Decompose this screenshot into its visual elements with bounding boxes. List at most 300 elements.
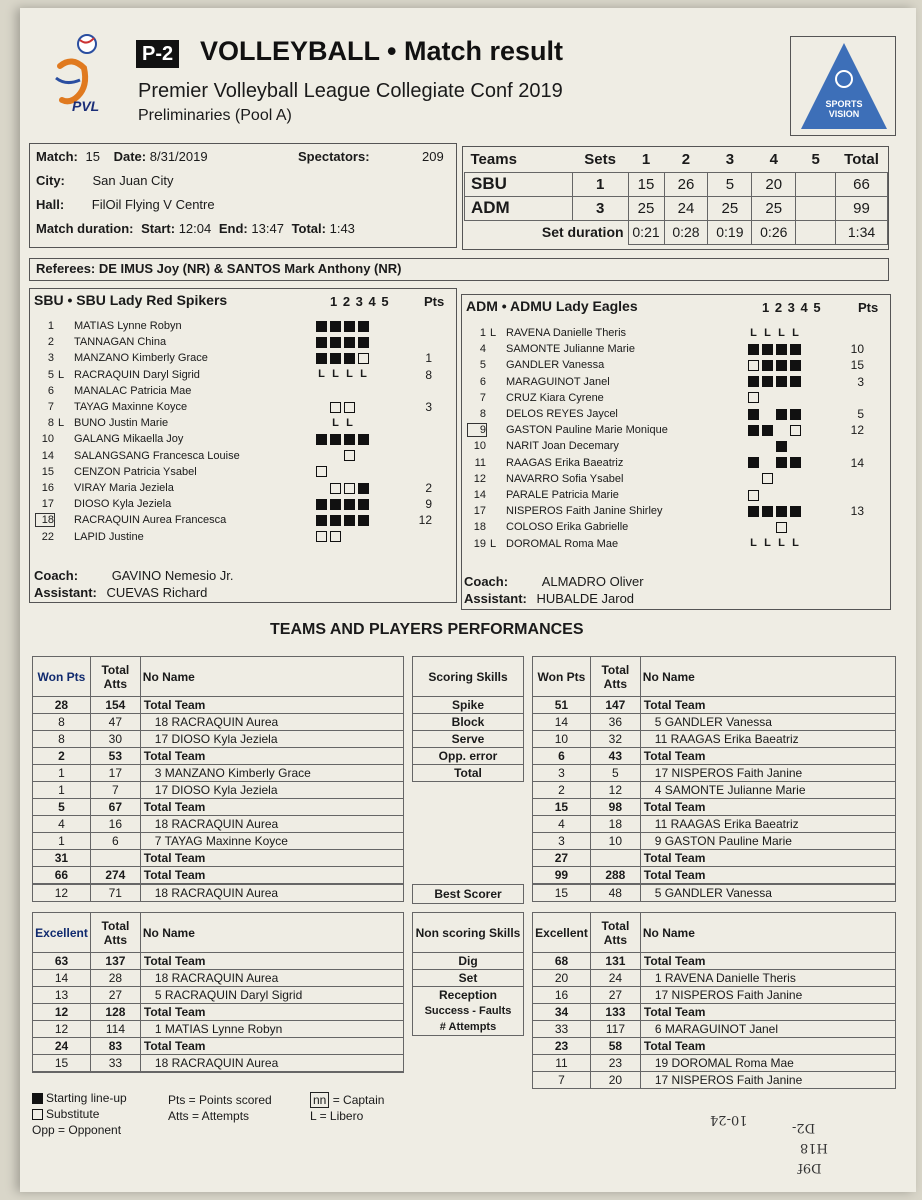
- starter-square-icon: [776, 441, 787, 452]
- perf-atts: 24: [590, 970, 640, 987]
- skill-label: Reception: [438, 988, 497, 1002]
- player-name: NISPEROS Faith Janine Shirley: [506, 505, 663, 518]
- match-line: Match: 15 Date: 8/31/2019: [36, 149, 208, 164]
- player-libero-flag: L: [490, 327, 497, 340]
- player-sets: [314, 415, 398, 431]
- perf-name: 17 DIOSO Kyla Jeziela: [140, 731, 403, 748]
- perf-atts: 23: [590, 1055, 640, 1072]
- empty-set-slot: [316, 483, 327, 494]
- player-sets: [314, 528, 398, 544]
- player-sets: [314, 367, 398, 383]
- hall-line: Hall: FilOil Flying V Centre: [36, 197, 215, 212]
- player-libero-flag: [56, 448, 68, 464]
- perf-row: [533, 714, 896, 731]
- sbu-title: SBU • SBU Lady Red Spikers: [34, 292, 228, 308]
- perf-atts: 36: [590, 714, 640, 731]
- starter-square-icon: [344, 499, 355, 510]
- player-row: [34, 350, 434, 366]
- player-libero-flag: L: [58, 368, 65, 381]
- player-points: [398, 528, 434, 544]
- player-number: 5: [479, 359, 486, 372]
- perf-row: [533, 697, 896, 714]
- sbu-player-list: [34, 318, 434, 545]
- player-name: TANNAGAN China: [74, 336, 167, 349]
- adm-title: ADM • ADMU Lady Eagles: [466, 298, 638, 314]
- header-name: No Name: [140, 913, 403, 953]
- player-row: [34, 448, 434, 464]
- player-row: [34, 318, 434, 334]
- perf-row: [33, 1021, 404, 1038]
- score-cell-team: SBU: [465, 172, 573, 196]
- libero-mark-icon: L: [346, 368, 353, 381]
- skill-name: [413, 748, 524, 765]
- player-name: PARALE Patricia Marie: [506, 488, 619, 501]
- perf-atts: 20: [590, 1072, 640, 1089]
- perf-row: [33, 987, 404, 1004]
- player-row: [466, 487, 866, 503]
- perf-name: Total Team: [640, 748, 895, 765]
- player-libero-flag: [56, 350, 68, 366]
- set-duration-value: 0:19: [708, 220, 752, 244]
- starter-square-icon: [330, 515, 341, 526]
- player-points: 2: [425, 480, 432, 495]
- player-points: [830, 390, 866, 406]
- perf-skills-table: [412, 912, 524, 1036]
- player-name: SAMONTE Julianne Marie: [506, 343, 635, 356]
- player-sets: [314, 399, 398, 415]
- player-name: NAVARRO Sofia Ysabel: [506, 472, 624, 485]
- score-cell-s5: [796, 172, 836, 196]
- perf-atts: 114: [90, 1021, 140, 1038]
- starter-square-icon: [316, 515, 327, 526]
- perf-name: 17 NISPEROS Faith Janine: [640, 765, 895, 782]
- score-cell-s1: 15: [628, 172, 664, 196]
- pvl-logo: [42, 26, 122, 126]
- perf-value: 15: [533, 799, 591, 816]
- perf-row: [33, 816, 404, 833]
- perf-skills-table: [412, 656, 524, 782]
- header-first: Won Pts: [33, 657, 91, 697]
- player-points: [830, 438, 866, 454]
- player-points: 12: [418, 513, 432, 528]
- starter-square-icon: [790, 506, 801, 517]
- perf-value: 6: [533, 748, 591, 765]
- player-sets: [746, 422, 830, 438]
- perf-name: 18 RACRAQUIN Aurea: [140, 1055, 403, 1072]
- starter-square-icon: [776, 360, 787, 371]
- player-libero-flag: L: [58, 417, 65, 430]
- skill-name: [413, 765, 524, 782]
- skill-label: Block: [451, 715, 485, 729]
- perf-atts: 18: [590, 816, 640, 833]
- perf-value: 2: [33, 748, 91, 765]
- libero-mark-icon: L: [346, 416, 353, 429]
- adm-set-headers: 1 2 3 4 5: [762, 300, 822, 315]
- score-cell-s3: 5: [708, 172, 752, 196]
- phase-name: Preliminaries (Pool A): [138, 107, 292, 124]
- empty-set-slot: [316, 450, 327, 461]
- perf-row: [33, 1038, 404, 1055]
- perf-name: 9 GASTON Pauline Marie: [640, 833, 895, 850]
- player-libero-flag: [488, 406, 500, 422]
- perf-atts: [90, 1072, 140, 1073]
- player-name: RAAGAS Erika Baeatriz: [506, 456, 624, 469]
- set-duration-value: [796, 220, 836, 244]
- perf-value: 4: [533, 816, 591, 833]
- sheet-title: VOLLEYBALL • Match result: [200, 36, 563, 66]
- perf-value: 10: [533, 731, 591, 748]
- player-name: MANALAC Patricia Mae: [74, 384, 192, 397]
- player-row: [34, 383, 434, 399]
- starter-square-icon: [358, 321, 369, 332]
- set-duration-value: 0:21: [628, 220, 664, 244]
- starter-square-icon: [776, 506, 787, 517]
- perf-atts: 117: [590, 1021, 640, 1038]
- perf-row: [33, 953, 404, 970]
- player-row: [466, 325, 866, 341]
- player-libero-flag: [56, 431, 68, 447]
- player-libero-flag: [56, 480, 68, 496]
- libero-mark-icon: L: [792, 326, 799, 339]
- perf-atts: 131: [590, 953, 640, 970]
- player-points: 15: [850, 358, 864, 373]
- starter-square-icon: [748, 344, 759, 355]
- best-atts: 71: [90, 885, 140, 902]
- substitute-square-icon: [344, 402, 355, 413]
- perf-value: 33: [533, 1021, 591, 1038]
- perf-atts: 47: [90, 714, 140, 731]
- player-row: [466, 374, 866, 390]
- substitute-square-icon: [762, 473, 773, 484]
- player-points: [398, 334, 434, 350]
- perf-value: 15: [33, 1055, 91, 1072]
- player-sets: [746, 519, 830, 535]
- perf-value: 3: [533, 833, 591, 850]
- player-number: 15: [41, 465, 54, 478]
- perf-value: 16: [533, 987, 591, 1004]
- best-scorer-left: [32, 884, 404, 902]
- score-header: 2: [664, 148, 708, 172]
- perf-row: [533, 799, 896, 816]
- perf-value: 68: [533, 953, 591, 970]
- starter-square-icon: [762, 360, 773, 371]
- perf-atts: 28: [90, 970, 140, 987]
- best-pts: 12: [33, 885, 91, 902]
- player-points: [398, 464, 434, 480]
- perf-row: [533, 1072, 896, 1089]
- player-row: [34, 512, 434, 528]
- header-atts: Total Atts: [90, 657, 140, 697]
- perf-row: [533, 765, 896, 782]
- perf-atts: 147: [590, 697, 640, 714]
- perf-atts: 137: [90, 953, 140, 970]
- substitute-square-icon: [316, 466, 327, 477]
- starter-square-icon: [358, 434, 369, 445]
- perf-value: 5: [33, 799, 91, 816]
- perf-name: 3 MANZANO Kimberly Grace: [140, 765, 403, 782]
- score-header: 3: [708, 148, 752, 172]
- performance-title: TEAMS AND PLAYERS PERFORMANCES: [270, 621, 584, 638]
- perf-atts: 16: [90, 816, 140, 833]
- starter-square-icon: [776, 457, 787, 468]
- perf-value: 8: [33, 731, 91, 748]
- player-sets: [746, 374, 830, 390]
- score-header: 4: [752, 148, 796, 172]
- starter-square-icon: [330, 434, 341, 445]
- scoreboard-grid: [464, 148, 888, 245]
- perf-name: 11 RAAGAS Erika Baeatriz: [640, 816, 895, 833]
- score-cell-sets: 3: [572, 196, 628, 220]
- perf-value: 23: [533, 1038, 591, 1055]
- player-name: CRUZ Kiara Cyrene: [506, 391, 604, 404]
- best-scorer-row: [32, 884, 892, 904]
- perf-row: [33, 1055, 404, 1072]
- set-duration-total: 1:34: [836, 220, 888, 244]
- perf-value: 24: [33, 1038, 91, 1055]
- perf-row: [33, 1004, 404, 1021]
- adm-player-list: [466, 325, 866, 552]
- player-libero-flag: L: [490, 537, 497, 550]
- score-cell-s3: 25: [708, 196, 752, 220]
- handwritten-note-4: D9f: [798, 1160, 822, 1175]
- perf-row: [533, 970, 896, 987]
- player-row: [34, 367, 434, 383]
- perf-value: 2: [533, 782, 591, 799]
- perf-name: Total Team: [140, 748, 403, 765]
- player-name: VIRAY Maria Jeziela: [74, 481, 174, 494]
- player-number: 18: [473, 521, 486, 534]
- starter-square-icon: [358, 337, 369, 348]
- player-number: 14: [41, 449, 54, 462]
- adm-coach: Coach: ALMADRO Oliver: [464, 574, 644, 589]
- player-number: 10: [41, 433, 54, 446]
- perf-row: [33, 731, 404, 748]
- score-cell-s4: 20: [752, 172, 796, 196]
- perf-atts: 10: [590, 833, 640, 850]
- starter-square-icon: [330, 337, 341, 348]
- starter-square-icon: [776, 409, 787, 420]
- substitute-square-icon: [748, 490, 759, 501]
- player-name: LAPID Justine: [74, 530, 144, 543]
- perf-value: 51: [533, 697, 591, 714]
- player-libero-flag: [56, 512, 68, 528]
- perf-name: Total Team: [640, 953, 895, 970]
- player-number: 6: [47, 384, 54, 397]
- player-row: [34, 399, 434, 415]
- handwritten-note-2: D2-: [792, 1120, 816, 1135]
- best-name: 5 GANDLER Vanessa: [640, 885, 895, 902]
- substitute-square-icon: [32, 1109, 43, 1120]
- perf-value: 8: [33, 714, 91, 731]
- player-row: [466, 535, 866, 551]
- player-name: BUNO Justin Marie: [74, 417, 169, 430]
- perf-row: [33, 1072, 404, 1073]
- best-scorer-label: Best Scorer: [412, 884, 524, 904]
- perf-name: Total Team: [140, 1004, 403, 1021]
- player-number: 6: [479, 375, 486, 388]
- perf-name: Total Team: [640, 799, 895, 816]
- empty-set-slot: [748, 441, 759, 452]
- player-libero-flag: [56, 334, 68, 350]
- sbu-set-headers: 1 2 3 4 5: [330, 294, 390, 309]
- player-points: [830, 519, 866, 535]
- perf-value: 1: [33, 782, 91, 799]
- perf-name: Total Team: [640, 867, 895, 884]
- player-name: MATIAS Lynne Robyn: [74, 320, 182, 333]
- libero-mark-icon: L: [750, 537, 757, 550]
- perf-right-table: [532, 912, 896, 1089]
- starter-square-icon: [790, 376, 801, 387]
- perf-value: 66: [33, 867, 91, 884]
- player-sets: [314, 512, 398, 528]
- player-number: 8: [47, 417, 54, 430]
- sports-vision-badge: [790, 36, 896, 136]
- spectators-value: 209: [422, 149, 444, 164]
- perf-atts: 27: [90, 987, 140, 1004]
- starter-square-icon: [344, 321, 355, 332]
- player-points: 10: [850, 342, 864, 357]
- libero-mark-icon: L: [764, 537, 771, 550]
- player-name: TAYAG Maxinne Koyce: [74, 401, 188, 414]
- header-atts: Total Atts: [90, 913, 140, 953]
- perf-row: [33, 697, 404, 714]
- player-row: [34, 480, 434, 496]
- skill-label: Dig: [458, 954, 478, 968]
- skill-name: [413, 987, 524, 1036]
- header-name: No Name: [140, 657, 403, 697]
- header-first: Excellent: [533, 913, 591, 953]
- starter-square-icon: [776, 376, 787, 387]
- starter-square-icon: [316, 321, 327, 332]
- legend-captain: nn = Captain: [310, 1092, 384, 1108]
- starter-square-icon: [344, 353, 355, 364]
- perf-value: 28: [33, 697, 91, 714]
- player-number: 3: [47, 352, 54, 365]
- libero-mark-icon: L: [332, 368, 339, 381]
- player-number: 18: [34, 512, 56, 528]
- skill-label: Set: [458, 971, 478, 985]
- perf-atts: 83: [90, 1038, 140, 1055]
- starter-square-icon: [344, 337, 355, 348]
- perf-row: [533, 1038, 896, 1055]
- player-number: 17: [473, 505, 486, 518]
- score-cell-total: 99: [836, 196, 888, 220]
- player-number: 19: [473, 537, 486, 550]
- set-duration-value: 0:26: [752, 220, 796, 244]
- best-atts: 48: [590, 885, 640, 902]
- player-row: [466, 471, 866, 487]
- header-atts: Total Atts: [590, 913, 640, 953]
- score-row: [465, 196, 888, 220]
- player-row: [34, 334, 434, 350]
- perf-atts: [590, 850, 640, 867]
- perf-name: 7 TAYAG Maxinne Koyce: [140, 833, 403, 850]
- score-cell-s1: 25: [628, 196, 664, 220]
- player-sets: [746, 438, 830, 454]
- empty-set-slot: [748, 473, 759, 484]
- starter-square-icon: [316, 499, 327, 510]
- perf-row: [533, 987, 896, 1004]
- perf-atts: 67: [90, 799, 140, 816]
- player-sets: [746, 325, 830, 341]
- legend-opponent: Opp = Opponent: [32, 1123, 122, 1137]
- starter-square-icon: [790, 344, 801, 355]
- player-libero-flag: [488, 471, 500, 487]
- perf-value: 63: [33, 953, 91, 970]
- starter-square-icon: [790, 409, 801, 420]
- player-number: 7: [47, 401, 54, 414]
- substitute-square-icon: [776, 522, 787, 533]
- perf-name: Total Team: [640, 1004, 895, 1021]
- skill-name: [413, 731, 524, 748]
- player-name: GALANG Mikaella Joy: [74, 433, 184, 446]
- player-name: DIOSO Kyla Jeziela: [74, 498, 172, 511]
- spectators-label: Spectators:: [298, 149, 370, 164]
- perf-row: [33, 833, 404, 850]
- perf-atts: 17: [90, 765, 140, 782]
- starter-square-icon: [776, 344, 787, 355]
- legend-atts: Atts = Attempts: [168, 1109, 250, 1123]
- substitute-square-icon: [748, 392, 759, 403]
- perf-name: 1 MATIAS Lynne Robyn: [140, 1021, 403, 1038]
- empty-set-slot: [776, 425, 787, 436]
- score-cell-total: 66: [836, 172, 888, 196]
- perf-value: 1: [33, 765, 91, 782]
- skill-label: Serve: [451, 732, 485, 746]
- starter-square-icon: [748, 457, 759, 468]
- player-row: [466, 519, 866, 535]
- player-row: [466, 357, 866, 373]
- starter-square-icon: [330, 353, 341, 364]
- perf-right-table: [532, 656, 896, 884]
- player-libero-flag: [488, 422, 500, 438]
- perf-left-table: [32, 656, 404, 884]
- player-points: [398, 318, 434, 334]
- player-sets: [746, 503, 830, 519]
- perf-row: [533, 816, 896, 833]
- perf-atts: 98: [590, 799, 640, 816]
- sbu-coach: Coach: GAVINO Nemesio Jr.: [34, 568, 234, 583]
- player-libero-flag: [56, 399, 68, 415]
- libero-mark-icon: L: [778, 537, 785, 550]
- player-sets: [746, 357, 830, 373]
- player-points: [830, 535, 866, 551]
- player-libero-flag: [56, 318, 68, 334]
- player-sets: [314, 334, 398, 350]
- player-libero-flag: [56, 464, 68, 480]
- starter-square-icon: [358, 483, 369, 494]
- player-libero-flag: [488, 390, 500, 406]
- header-name: No Name: [640, 657, 895, 697]
- player-points: 5: [857, 407, 864, 422]
- score-sheet: [20, 8, 916, 1192]
- perf-row: [533, 953, 896, 970]
- score-header: Teams: [465, 148, 573, 172]
- player-points: [830, 487, 866, 503]
- player-name: GANDLER Vanessa: [506, 359, 605, 372]
- starter-square-icon: [358, 515, 369, 526]
- player-name: NARIT Joan Decemary: [506, 440, 619, 453]
- score-cell-s2: 26: [664, 172, 708, 196]
- player-number: 16: [41, 481, 54, 494]
- player-number: 14: [473, 488, 486, 501]
- player-sets: [746, 535, 830, 551]
- empty-set-slot: [316, 418, 327, 429]
- perf-value: 12: [33, 1021, 91, 1038]
- perf-row: [33, 714, 404, 731]
- player-sets: [746, 455, 830, 471]
- player-number: 11: [474, 456, 486, 469]
